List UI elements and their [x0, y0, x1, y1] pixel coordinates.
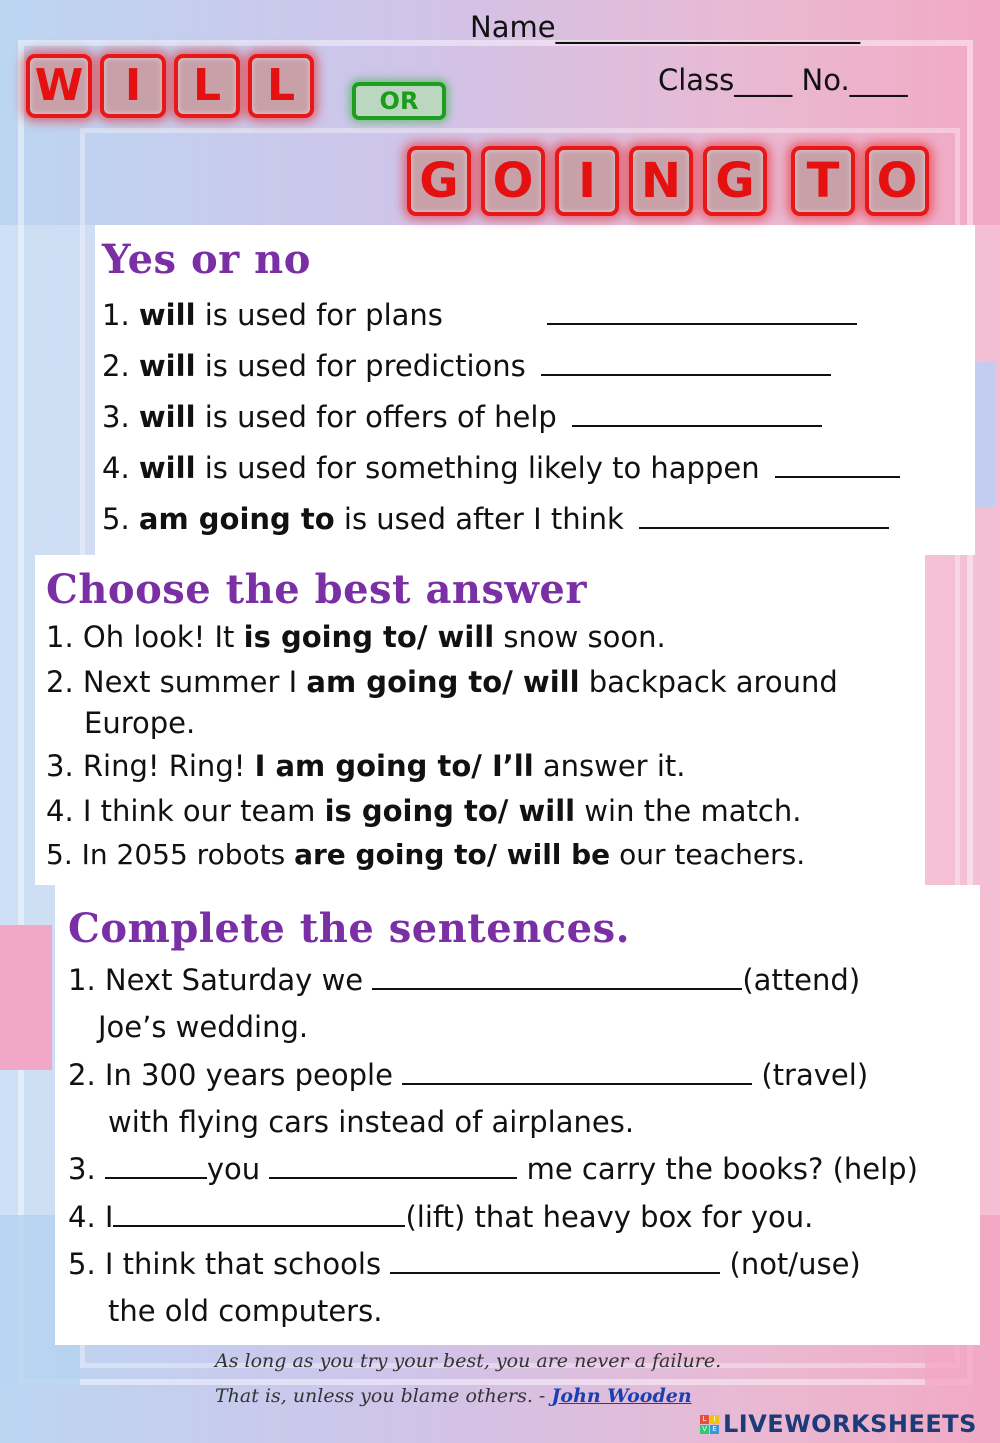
title-letter: I: [555, 146, 619, 216]
title-letter: G: [703, 146, 767, 216]
choice-options[interactable]: I am going to/ I’ll: [254, 749, 534, 783]
answer-blank[interactable]: [105, 1157, 207, 1179]
complete-item-continued: the old computers.: [108, 1294, 383, 1328]
title-letter: OR: [352, 82, 446, 120]
no-label: No.: [801, 63, 850, 97]
choose-item: 5. In 2055 robots are going to/ will be our teachers.: [46, 838, 806, 871]
title-or: [352, 82, 450, 120]
decorative-block-left: [0, 925, 52, 1070]
title-letter: G: [407, 146, 471, 216]
title-will: [26, 54, 322, 118]
complete-item: 2. In 300 years people (travel): [68, 1058, 869, 1092]
title-letter: L: [248, 54, 314, 118]
name-label: Name: [470, 10, 556, 44]
liveworksheets-text: LIVEWORKSHEETS: [723, 1410, 977, 1438]
complete-item: 3. you me carry the books? (help): [68, 1152, 918, 1186]
heading-complete-sentences: Complete the sentences.: [68, 905, 631, 952]
complete-item-continued: with flying cars instead of airplanes.: [108, 1105, 635, 1139]
class-label: Class: [658, 63, 735, 97]
choose-item-continued: Europe.: [84, 706, 196, 740]
answer-blank[interactable]: [775, 456, 900, 478]
complete-item: 5. I think that schools (not/use): [68, 1247, 861, 1281]
quote-author: John Wooden: [551, 1385, 692, 1407]
answer-blank[interactable]: [269, 1157, 517, 1179]
title-letter: O: [865, 146, 929, 216]
quote-line-2: That is, unless you blame others. - John Wooden: [215, 1385, 692, 1407]
answer-blank[interactable]: [402, 1063, 752, 1085]
liveworksheets-icon: L I V E: [700, 1415, 719, 1434]
answer-blank[interactable]: [547, 303, 857, 325]
choice-options[interactable]: is going to/ will: [243, 620, 495, 654]
title-letter: O: [481, 146, 545, 216]
complete-item: 4. I (lift) that heavy box for you.: [68, 1200, 814, 1234]
heading-yes-or-no: Yes or no: [102, 236, 311, 283]
yes-no-item: 4. will is used for something likely to happen: [102, 451, 900, 485]
answer-blank[interactable]: [541, 354, 831, 376]
title-letter: I: [100, 54, 166, 118]
choice-options[interactable]: is going to/ will: [324, 794, 576, 828]
choose-item: 1. Oh look! It is going to/ will snow soon.: [46, 620, 666, 654]
heading-choose-best-answer: Choose the best answer: [46, 566, 587, 613]
title-letter: T: [791, 146, 855, 216]
answer-blank[interactable]: [390, 1252, 720, 1274]
no-blank: ____: [849, 63, 908, 97]
answer-blank[interactable]: [372, 968, 742, 990]
complete-item: 1. Next Saturday we (attend): [68, 963, 861, 997]
answer-blank[interactable]: [639, 507, 889, 529]
yes-no-item: 3. will is used for offers of help: [102, 400, 822, 434]
answer-blank[interactable]: [572, 405, 822, 427]
class-number-field[interactable]: [658, 63, 908, 97]
title-letter: W: [26, 54, 92, 118]
title-letter: L: [174, 54, 240, 118]
choose-item: 2. Next summer I am going to/ will backpack around: [46, 665, 838, 699]
yes-no-item: 2. will is used for predictions: [102, 349, 831, 383]
class-blank: ____: [734, 63, 793, 97]
liveworksheets-logo[interactable]: [700, 1410, 977, 1438]
yes-no-item: 5. am going to is used after I think: [102, 502, 889, 536]
choose-item: 3. Ring! Ring! I am going to/ I’ll answer it.: [46, 749, 686, 783]
yes-no-item: 1. will is used for plans: [102, 298, 857, 332]
name-blank: _____________________: [555, 10, 861, 44]
quote-line-1: As long as you try your best, you are never a failure.: [215, 1350, 722, 1372]
answer-blank[interactable]: [113, 1205, 405, 1227]
title-going-to: [407, 146, 939, 216]
choice-options[interactable]: are going to/ will be: [294, 838, 611, 871]
title-letter: N: [629, 146, 693, 216]
name-field[interactable]: [470, 10, 860, 44]
choice-options[interactable]: am going to/ will: [306, 665, 580, 699]
choose-item: 4. I think our team is going to/ will win the match.: [46, 794, 802, 828]
complete-item-continued: Joe’s wedding.: [98, 1010, 309, 1044]
